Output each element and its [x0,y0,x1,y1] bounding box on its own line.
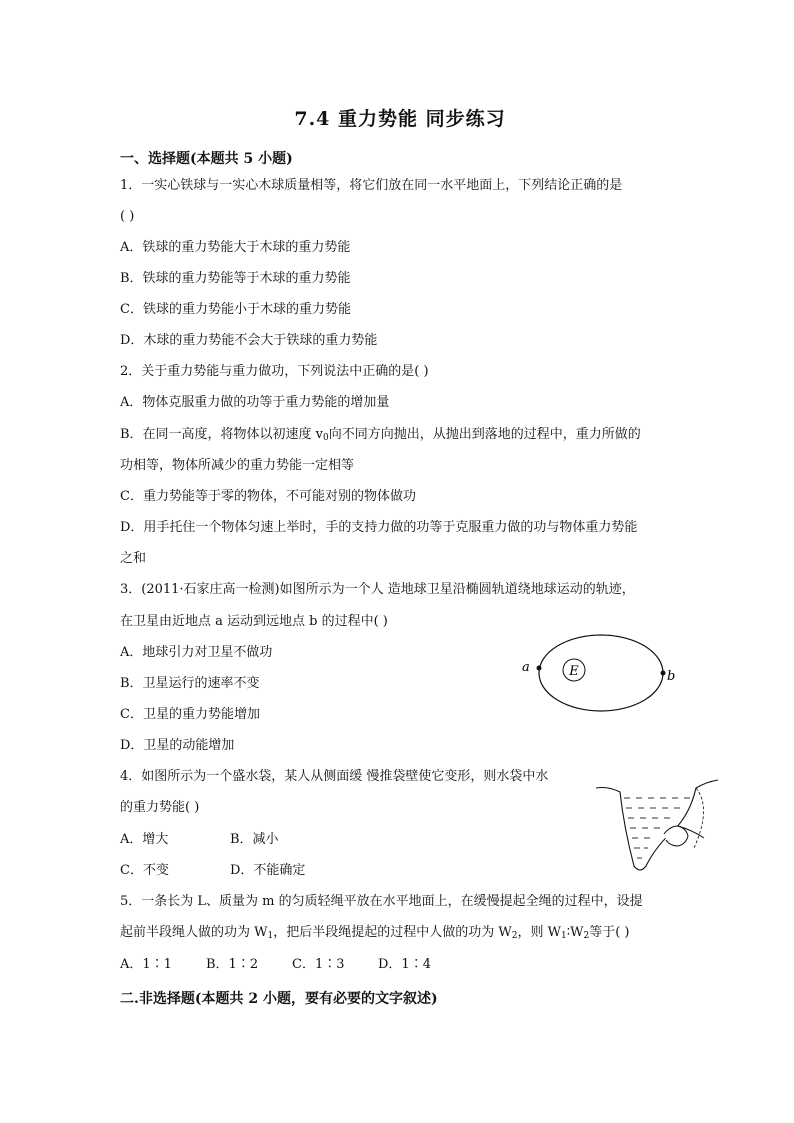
perigee-label: a [522,660,530,675]
q4-stem-line1: 4．如图所示为一个盛水袋，某人从侧面缓 慢推袋壁使它变形，则水袋中水 [120,769,549,784]
q2-option-c: C．重力势能等于零的物体，不可能对别的物体做功 [120,489,416,504]
q3-stem-line2: 在卫星由近地点 a 运动到远地点 b 的过程中( ) [120,614,388,629]
q4-option-d: D．不能确定 [230,863,306,878]
q4-options-row2 [120,863,305,879]
q4-stem-line2: 的重力势能( ) [120,800,200,815]
page-title: 7.4 重力势能 同步练习 [294,108,506,130]
hand-icon [664,826,688,846]
q2-option-d-line1: D．用手托住一个物体匀速上举时，手的支持力做的功等于克服重力做的功与物体重力势能 [120,520,638,535]
q5-sub-4: 2 [583,931,590,941]
apogee-label: b [667,669,676,684]
q2-option-b-line2: 功相等，物体所减少的重力势能一定相等 [120,458,355,473]
q5-option-c: C．1∶3 [292,957,345,972]
q2-option-d-line2: 之和 [120,551,147,566]
q5-sub-2: 2 [511,931,518,941]
q3-option-c: C．卫星的重力势能增加 [120,707,260,722]
q5-option-d: D．1∶4 [378,957,431,972]
q2-b-text-2: 向不同方向抛出，从抛出到落地的过程中，重力所做的 [328,427,641,442]
q5-option-b: B．1∶2 [206,957,259,972]
section-heading-nonchoice: 二.非选择题(本题共 2 小题，要有必要的文字叙述) [120,991,438,1007]
perigee-point [537,666,542,671]
q5-text-5: 等于( ) [589,925,630,940]
water-bag-figure [594,768,720,876]
q5-text-4: ∶W [566,925,584,940]
q3-option-a: A．地球引力对卫星不做功 [120,645,273,660]
q2-option-b-line1 [120,427,641,446]
q1-stem-line2: ( ) [120,209,135,224]
q5-text-3: ，则 W [517,925,561,940]
q1-option-c: C．铁球的重力势能小于木球的重力势能 [120,302,351,317]
q3-option-b: B．卫星运行的速率不变 [120,676,260,691]
q5-stem-line2 [120,925,629,944]
q1-option-b: B．铁球的重力势能等于木球的重力势能 [120,271,351,286]
q5-stem-line1: 5．一条长为 L、质量为 m 的匀质轻绳平放在水平地面上，在缓慢提起全绳的过程中，设提 [120,894,643,909]
q3-stem-line1: 3．(2011·石家庄高一检测)如图所示为一个人 造地球卫星沿椭圆轨道绕地球运动的轨迹， [120,582,635,597]
q5-sub-3: 1 [560,931,567,941]
q5-text-2: ，把后半段绳提起的过程中人做的功为 W [273,925,512,940]
orbit-figure [518,632,686,714]
q3-option-d: D．卫星的动能增加 [120,738,235,753]
q1-option-d: D．木球的重力势能不会大于铁球的重力势能 [120,333,378,348]
q5-sub-1: 1 [267,931,274,941]
q2-b-subscript: 0 [323,433,329,443]
q4-option-b: B．减小 [230,832,279,847]
q2-b-text-1: B．在同一高度，将物体以初速度 v [120,427,324,442]
q2-option-a: A．物体克服重力做的功等于重力势能的增加量 [120,395,390,410]
q1-stem-line1: 1．一实心铁球与一实心木球质量相等，将它们放在同一水平地面上，下列结论正确的是 [120,178,623,193]
apogee-point [661,671,666,676]
q1-option-a: A．铁球的重力势能大于木球的重力势能 [120,240,351,255]
q4-options-row1 [120,832,279,848]
orbit-ellipse [539,635,663,711]
q4-option-c: C．不变 [120,863,169,878]
section-heading-choice: 一、选择题(本题共 5 小题) [120,151,293,167]
q2-stem: 2．关于重力势能与重力做功，下列说法中正确的是( ) [120,364,429,379]
q5-option-a: A．1∶1 [120,957,172,972]
earth-label: E [569,664,579,679]
q4-option-a: A．增大 [120,832,169,847]
q5-options-row [120,957,431,973]
bag-original-outline [694,788,704,848]
q5-text-1: 起前半段绳人做的功为 W [120,925,268,940]
